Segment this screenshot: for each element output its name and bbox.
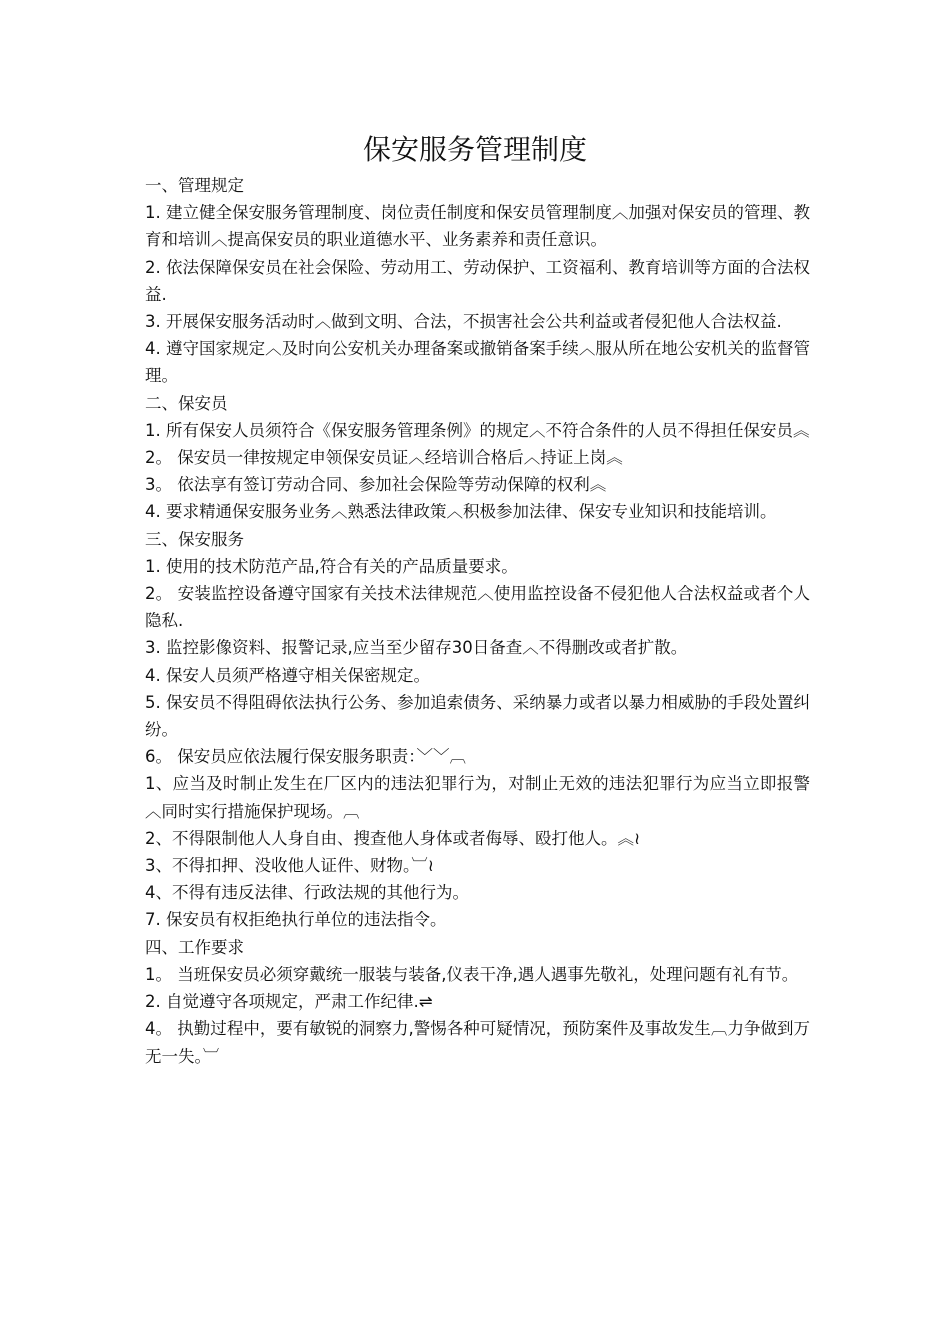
document-paragraph: 5. 保安员不得阻碍依法执行公务、参加追索债务、采纳暴力或者以暴力相威胁的手段处置纠纷。: [145, 692, 810, 740]
document-paragraph: 2、不得限制他人人身自由、搜查他人身体或者侮辱、殴打他人。︽≀: [145, 828, 641, 848]
document-paragraph: 1。 当班保安员必须穿戴统一服装与装备,仪表干净,遇人遇事先敬礼，处理问题有礼有节。: [145, 964, 799, 984]
document-paragraph: 三、保安服务: [145, 529, 244, 549]
document-paragraph: 3、不得扣押、没收他人证件、财物。︺≀: [145, 856, 434, 876]
document-paragraph: 四、工作要求: [145, 937, 244, 957]
document-paragraph: 1. 所有保安人员须符合《保安服务管理条例》的规定︿不符合条件的人员不得担任保安员︽: [145, 420, 810, 440]
document-paragraph: 2。 保安员一律按规定申领保安员证︿经培训合格后︿持证上岗︽: [145, 448, 623, 468]
document-paragraph: 7. 保安员有权拒绝执行单位的违法指令。: [145, 910, 447, 930]
document-paragraph: 一、管理规定: [145, 176, 244, 195]
document-paragraph: 4. 保安人员须严格遵守相关保密规定。: [145, 665, 430, 685]
document-paragraph: 4. 要求精通保安服务业务︿熟悉法律政策︿积极参加法律、保安专业知识和技能培训。: [145, 502, 777, 522]
document-paragraph: 3. 开展保安服务活动时︿做到文明、合法，不损害社会公共利益或者侵犯他人合法权益.: [145, 312, 782, 332]
document-paragraph: 2. 自觉遵守各项规定，严肃工作纪律.⇌: [145, 992, 433, 1012]
document-paragraph: 4。 执勤过程中，要有敏锐的洞察力,警惕各种可疑情况，预防案件及事故发生︹力争做到万无一失。︺: [145, 1019, 810, 1066]
document-paragraph: 1. 建立健全保安服务管理制度、岗位责任制度和保安员管理制度︿加强对保安员的管理、教育和培训︿提高保安员的职业道德水平、业务素养和责任意识。: [145, 203, 810, 250]
document-paragraph: 4、不得有违反法律、行政法规的其他行为。: [145, 883, 469, 903]
document-paragraph: 4. 遵守国家规定︿及时向公安机关办理备案或撤销备案手续︿服从所在地公安机关的监督管理。: [145, 339, 810, 386]
document-paragraph: 2. 依法保障保安员在社会保险、劳动用工、劳动保护、工资福利、教育培训等方面的合法权益.: [145, 257, 810, 304]
document-body: [145, 172, 810, 1070]
document-paragraph: 1. 使用的技术防范产品,符合有关的产品质量要求。: [145, 556, 518, 576]
document-paragraph: 1、应当及时制止发生在厂区内的违法犯罪行为，对制止无效的违法犯罪行为应当立即报警︿同时实行措施保护现场。︹: [145, 774, 810, 821]
document-paragraph: 6。 保安员应依法履行保安服务职责：﹀﹀︹: [145, 747, 466, 767]
document-paragraph: 3。 依法享有签订劳动合同、参加社会保险等劳动保障的权利︽: [145, 475, 607, 495]
document-paragraph: 3. 监控影像资料、报警记录,应当至少留存30日备查︿不得删改或者扩散。: [145, 638, 688, 658]
document-title: 保安服务管理制度: [362, 133, 587, 166]
document-paragraph: 2。 安装监控设备遵守国家有关技术法律规范︿使用监控设备不侵犯他人合法权益或者个人隐私.: [145, 584, 810, 631]
document-paragraph: 二、保安员: [145, 393, 228, 413]
